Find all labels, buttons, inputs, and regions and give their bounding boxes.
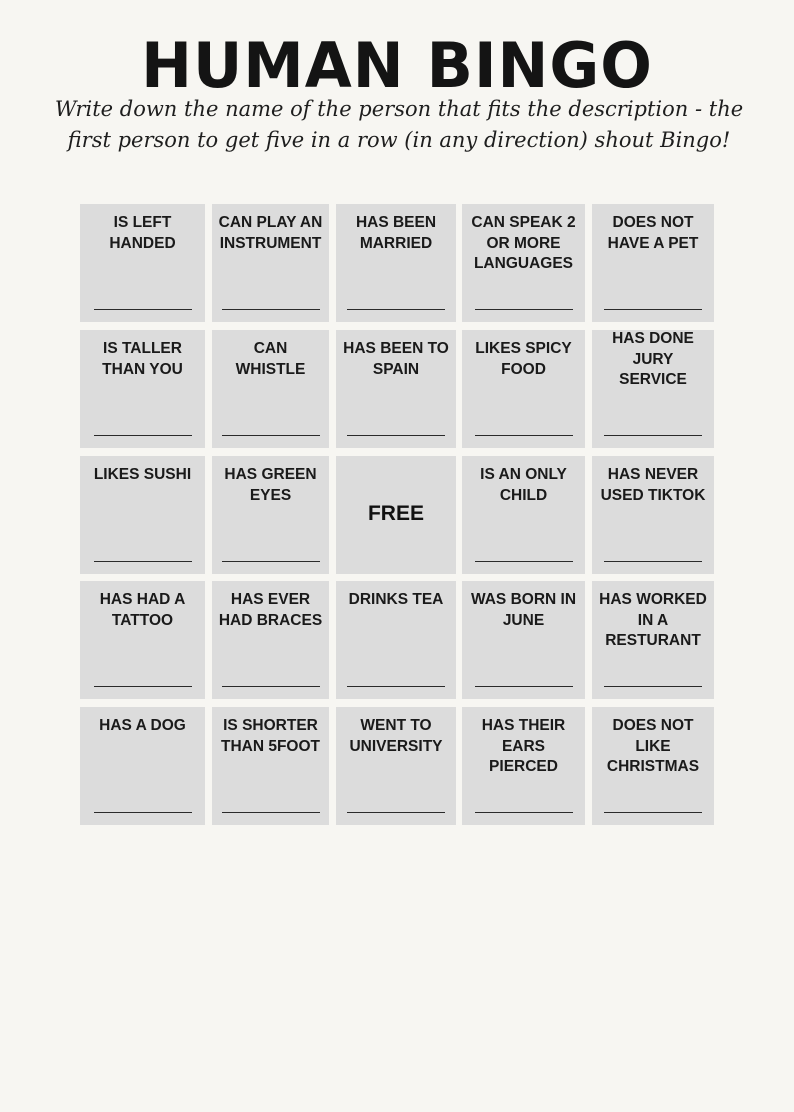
name-write-line: [94, 435, 192, 436]
bingo-cell-label: HAS THEIR EARS PIERCED: [481, 717, 566, 775]
bingo-cell: [462, 707, 585, 825]
bingo-cell: [212, 707, 329, 825]
bingo-cell: [336, 456, 456, 574]
bingo-cell-label: HAS WORKED IN A RESTURANT: [599, 591, 707, 649]
bingo-cell-label: DRINKS TEA: [348, 591, 444, 608]
bingo-cell: [212, 330, 329, 448]
name-write-line: [475, 686, 573, 687]
instructions: Write down the name of the person that fits the description - the first person to get five in a row (in any direction) shout Bingo!: [54, 97, 744, 152]
name-write-line: [222, 309, 320, 310]
bingo-cell-label: IS LEFT HANDED: [109, 214, 176, 252]
name-write-line: [222, 812, 320, 813]
name-write-line: [604, 812, 702, 813]
bingo-cell: [336, 581, 456, 699]
bingo-cell: [80, 330, 205, 448]
bingo-cell-label: HAS DONE JURY SERVICE: [612, 330, 694, 388]
name-write-line: [604, 435, 702, 436]
name-write-line: [475, 435, 573, 436]
bingo-cell-label: DOES NOT HAVE A PET: [607, 214, 699, 252]
name-write-line: [604, 686, 702, 687]
bingo-cell: [212, 581, 329, 699]
bingo-cell: [80, 581, 205, 699]
name-write-line: [94, 812, 192, 813]
name-write-line: [222, 435, 320, 436]
bingo-cell: [462, 204, 585, 322]
bingo-cell-label: HAS BEEN TO SPAIN: [343, 340, 449, 378]
name-write-line: [475, 561, 573, 562]
bingo-cell: [336, 204, 456, 322]
name-write-line: [475, 812, 573, 813]
name-write-line: [347, 686, 445, 687]
bingo-cell-label: WAS BORN IN JUNE: [470, 591, 577, 629]
bingo-cell: [462, 456, 585, 574]
bingo-cell: [80, 204, 205, 322]
bingo-cell: [592, 204, 714, 322]
name-write-line: [94, 309, 192, 310]
bingo-cell: [592, 456, 714, 574]
bingo-cell: [212, 456, 329, 574]
name-write-line: [347, 309, 445, 310]
name-write-line: [94, 686, 192, 687]
bingo-cell-label: WENT TO UNIVERSITY: [349, 717, 443, 755]
bingo-cell-label: LIKES SUSHI: [93, 466, 192, 483]
bingo-cell: [212, 204, 329, 322]
name-write-line: [222, 686, 320, 687]
page-title: HUMAN BINGO: [141, 29, 653, 102]
bingo-cell-label: HAS HAD A TATTOO: [99, 591, 186, 629]
name-write-line: [604, 561, 702, 562]
bingo-cell: [80, 707, 205, 825]
name-write-line: [347, 435, 445, 436]
bingo-cell-label: HAS A DOG: [99, 717, 186, 734]
bingo-cell: [462, 581, 585, 699]
bingo-cell-label: DOES NOT LIKE CHRISTMAS: [606, 717, 700, 775]
bingo-cell: [592, 330, 714, 448]
name-write-line: [604, 309, 702, 310]
name-write-line: [94, 561, 192, 562]
bingo-cell-label: IS AN ONLY CHILD: [480, 466, 567, 504]
bingo-cell-label: HAS BEEN MARRIED: [355, 214, 437, 252]
bingo-cell-label: CAN WHISTLE: [235, 340, 306, 378]
bingo-cell-label: HAS EVER HAD BRACES: [218, 591, 323, 629]
bingo-cell-label: HAS NEVER USED TIKTOK: [600, 466, 706, 504]
bingo-cell: [592, 581, 714, 699]
name-write-line: [347, 812, 445, 813]
bingo-cell-label: CAN PLAY AN INSTRUMENT: [218, 214, 323, 252]
name-write-line: [475, 309, 573, 310]
bingo-cell: [336, 707, 456, 825]
bingo-cell-label: HAS GREEN EYES: [224, 466, 317, 504]
bingo-cell: [336, 330, 456, 448]
bingo-cell: [592, 707, 714, 825]
bingo-cell-label: LIKES SPICY FOOD: [475, 340, 572, 378]
bingo-cell-label: IS SHORTER THAN 5FOOT: [220, 717, 321, 755]
name-write-line: [222, 561, 320, 562]
free-space-label: FREE: [367, 502, 424, 525]
bingo-cell: [462, 330, 585, 448]
bingo-cell-label: CAN SPEAK 2 OR MORE LANGUAGES: [471, 214, 576, 272]
bingo-grid: [80, 204, 714, 825]
bingo-cell-label: IS TALLER THAN YOU: [102, 340, 183, 378]
bingo-cell: [80, 456, 205, 574]
